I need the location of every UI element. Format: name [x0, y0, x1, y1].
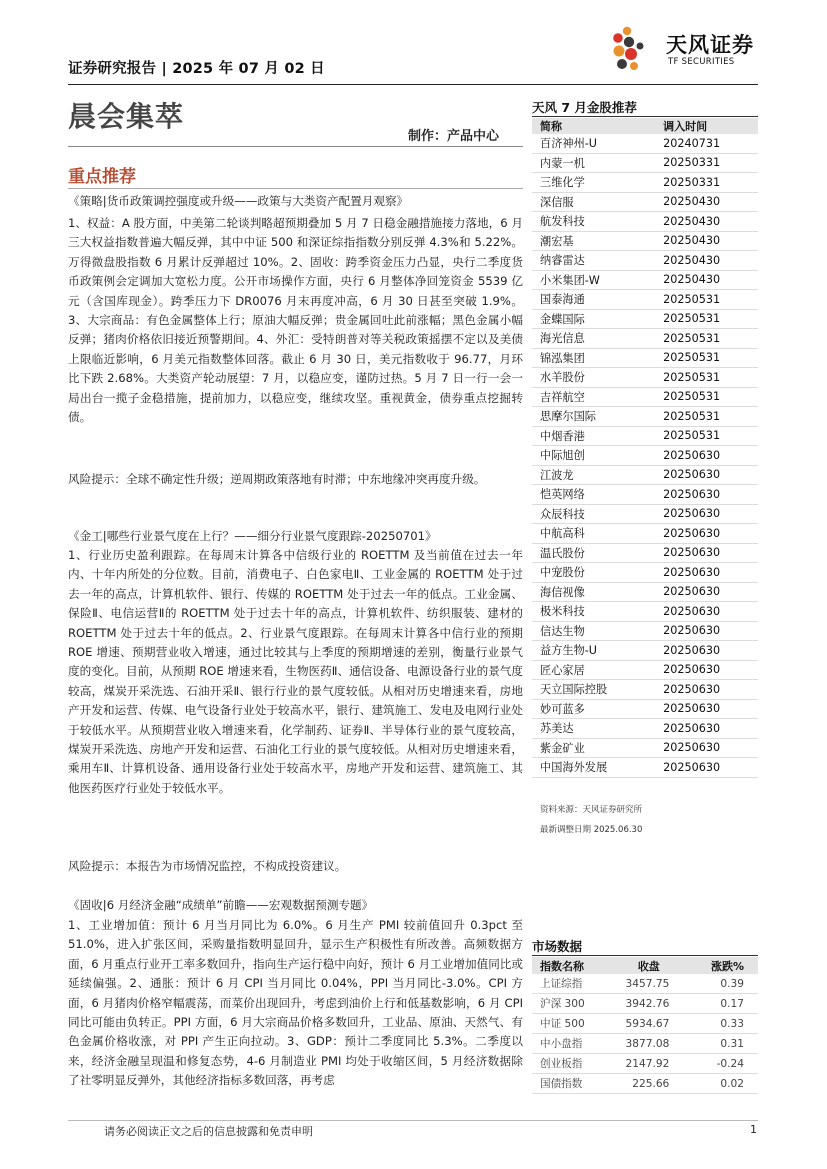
market-row [532, 1054, 758, 1074]
gold-pick-date: 20250430 [645, 270, 758, 290]
market-close-value: 3877.08 [602, 1034, 695, 1054]
gold-pick-row [532, 699, 758, 719]
section-title: 重点推荐 [68, 167, 136, 187]
gold-pick-name: 众辰科技 [532, 504, 645, 524]
gold-pick-date: 20250430 [645, 212, 758, 232]
gold-pick-name: 纳睿雷达 [532, 251, 645, 271]
logo-mark-icon [613, 27, 643, 70]
gold-pick-name: 水羊股份 [532, 368, 645, 388]
gold-pick-date: 20250430 [645, 192, 758, 212]
gold-pick-name: 海光信息 [532, 329, 645, 349]
gold-pick-date: 20250630 [645, 465, 758, 485]
gold-pick-row [532, 387, 758, 407]
gold-pick-date: 20250531 [645, 407, 758, 427]
gold-pick-name: 中宠股份 [532, 563, 645, 583]
gold-pick-name: 中际旭创 [532, 446, 645, 466]
gold-picks-table [532, 118, 758, 778]
article-2-heading: 《金工|哪些行业景气度在上行？——细分行业景气度跟踪-20250701》 [68, 529, 437, 543]
gold-pick-date: 20250630 [645, 524, 758, 544]
gold-pick-date: 20250630 [645, 758, 758, 778]
gold-pick-name: 紫金矿业 [532, 738, 645, 758]
market-index-name: 沪深 300 [532, 994, 602, 1014]
market-change-value: 0.39 [695, 974, 758, 994]
gold-pick-name: 苏美达 [532, 719, 645, 739]
market-row [532, 1014, 758, 1034]
gold-pick-row [532, 758, 758, 778]
gold-pick-date: 20250531 [645, 426, 758, 446]
gold-pick-date: 20250630 [645, 738, 758, 758]
market-data-body [532, 974, 758, 1094]
gold-pick-name: 天立国际控股 [532, 680, 645, 700]
gold-pick-date: 20250430 [645, 231, 758, 251]
header-divider [68, 84, 758, 85]
gold-pick-row [532, 582, 758, 602]
gold-pick-date: 20250630 [645, 660, 758, 680]
gold-pick-name: 金蝶国际 [532, 309, 645, 329]
footer-disclaimer: 请务必阅读正文之后的信息披露和免责申明 [104, 1125, 313, 1138]
gold-pick-row [532, 426, 758, 446]
gold-pick-row [532, 231, 758, 251]
gold-pick-date: 20250331 [645, 173, 758, 193]
market-change-value: 0.17 [695, 994, 758, 1014]
gold-pick-name: 海信视像 [532, 582, 645, 602]
gold-pick-name: 恺英网络 [532, 485, 645, 505]
gold-pick-name: 内蒙一机 [532, 153, 645, 173]
gold-pick-date: 20250630 [645, 582, 758, 602]
gold-pick-row [532, 329, 758, 349]
gold-picks-header-row [532, 118, 758, 134]
col-change-header: 涨跌% [695, 957, 758, 974]
gold-pick-row [532, 524, 758, 544]
gold-pick-name: 潮宏基 [532, 231, 645, 251]
gold-pick-name: 思摩尔国际 [532, 407, 645, 427]
gold-pick-row [532, 719, 758, 739]
gold-pick-date: 20250630 [645, 485, 758, 505]
col-name-header: 简称 [532, 118, 645, 134]
market-close-value: 2147.92 [602, 1054, 695, 1074]
gold-pick-name: 中国海外发展 [532, 758, 645, 778]
market-close-value: 3457.75 [602, 974, 695, 994]
article-1-risk: 风险提示：全球不确定性升级；逆周期政策落地有时滞；中东地缘冲突再度升级。 [68, 472, 486, 486]
gold-pick-row [532, 348, 758, 368]
producer-label: 制作：产品中心 [408, 129, 500, 144]
gold-pick-name: 深信服 [532, 192, 645, 212]
market-close-value: 3942.76 [602, 994, 695, 1014]
gold-pick-row [532, 173, 758, 193]
gold-pick-date: 20250531 [645, 387, 758, 407]
gold-pick-name: 小米集团-W [532, 270, 645, 290]
gold-pick-name: 吉祥航空 [532, 387, 645, 407]
gold-pick-row [532, 543, 758, 563]
gold-pick-name: 江波龙 [532, 465, 645, 485]
gold-pick-row [532, 485, 758, 505]
gold-pick-date: 20250630 [645, 621, 758, 641]
logo-wordmark-en: TF SECURITIES [668, 57, 735, 67]
gold-pick-name: 匠心家居 [532, 660, 645, 680]
gold-pick-date: 20250630 [645, 699, 758, 719]
article-3-heading: 《固收|6 月经济金融“成绩单”前瞻——宏观数据预测专题》 [68, 898, 374, 912]
market-index-name: 中小盘指 [532, 1034, 602, 1054]
gold-pick-row [532, 290, 758, 310]
market-change-value: 0.02 [695, 1074, 758, 1094]
market-header-row [532, 957, 758, 974]
gold-pick-row [532, 134, 758, 153]
gold-pick-date: 20250531 [645, 368, 758, 388]
market-index-name: 中证 500 [532, 1014, 602, 1034]
gold-pick-date: 20250630 [645, 680, 758, 700]
market-change-value: -0.24 [695, 1054, 758, 1074]
gold-pick-date: 20250531 [645, 348, 758, 368]
gold-pick-row [532, 602, 758, 622]
gold-pick-name: 妙可蓝多 [532, 699, 645, 719]
col-index-header: 指数名称 [532, 957, 602, 974]
market-index-name: 上证综指 [532, 974, 602, 994]
gold-pick-date: 20250630 [645, 641, 758, 661]
market-close-value: 5934.67 [602, 1014, 695, 1034]
gold-pick-row [532, 660, 758, 680]
logo-wordmark-cn: 天风证券 [666, 33, 754, 57]
report-header: 证券研究报告 | 2025 年 07 月 02 日 [68, 61, 325, 77]
gold-picks-source: 资料来源：天风证券研究所 [540, 805, 643, 815]
gold-pick-name: 三维化学 [532, 173, 645, 193]
gold-pick-date: 20250630 [645, 543, 758, 563]
title-divider [68, 146, 523, 147]
market-close-value: 225.66 [602, 1074, 695, 1094]
article-2-body: 1、行业历史盈利跟踪。在每周末计算各中信级行业的 ROETTM 及当前值在过去一年内、十年内所处的分位数。目前，消费电子、白色家电Ⅱ、工业金属的 ROETTM 处于过去一年的高点，计算机软件、银行、传媒的 ROETTM 处于过去一年的低点。工业金属、保险Ⅱ、电信运营Ⅱ的 ROETTM 处于过去十年的高点，计算机软件、纺织服装、建材的 ROETTM 处于过去十年的低点。2、行业景气度跟踪。在每周末计算各中信行业的预期 ROE 增速、预期营业收入增速，通过比较其与上季度的预期增速的差别，衡量行业景气度的变化。目前，从预期 ROE 增速来看，生物医药Ⅱ、通信设备、电源设备行业的景气度较高，煤炭开采洗选、石油开采Ⅱ、银行行业的景气度较低。从相对历史增速来看，房地产开发和运营、传媒、电气设备行业处于较高水平，银行、建筑施工、发电及电网行业处于较低水平。从预期营业收入增速来看，化学制药、证券Ⅱ、半导体行业的景气度较高，煤炭开采洗选、房地产开发和运营、石油化工行业的景气度较低。从相对历史增速来看，乘用车Ⅱ、计算机设备、通用设备行业处于较高水平，房地产开发和运营、建筑施工、其他医药医疗行业处于较低水平。 [68, 548, 523, 795]
market-row [532, 1074, 758, 1094]
gold-pick-date: 20250531 [645, 329, 758, 349]
gold-picks-updated: 最新调整日期 2025.06.30 [540, 825, 643, 835]
market-change-value: 0.33 [695, 1014, 758, 1034]
gold-pick-row [532, 368, 758, 388]
gold-pick-row [532, 192, 758, 212]
col-close-header: 收盘 [602, 957, 695, 974]
market-data-rule [532, 955, 758, 956]
gold-pick-date: 20250630 [645, 563, 758, 583]
col-date-header: 调入时间 [645, 118, 758, 134]
market-change-value: 0.31 [695, 1034, 758, 1054]
market-data-table [532, 957, 758, 1094]
gold-picks-rule [532, 116, 758, 117]
gold-pick-name: 锦泓集团 [532, 348, 645, 368]
gold-pick-name: 国泰海通 [532, 290, 645, 310]
market-index-name: 国债指数 [532, 1074, 602, 1094]
gold-pick-name: 航发科技 [532, 212, 645, 232]
gold-pick-name: 极米科技 [532, 602, 645, 622]
gold-pick-row [532, 465, 758, 485]
market-data-title: 市场数据 [532, 939, 583, 954]
article-2-risk: 风险提示：本报告为市场情况监控，不构成投资建议。 [68, 859, 347, 873]
gold-pick-row [532, 212, 758, 232]
market-index-name: 创业板指 [532, 1054, 602, 1074]
market-row [532, 974, 758, 994]
footer-divider [68, 1120, 758, 1121]
gold-pick-date: 20250630 [645, 504, 758, 524]
article-3-body: 1、工业增加值：预计 6 月当月同比为 6.0%。6 月生产 PMI 较前值回升 0.3pct 至 51.0%，进入扩张区间，采购量指数明显回升，显示生产积极性有所改善。高频数据方面，6 月重点行业开工率多数回升，指向生产运行稳中向好，预计 6 月工业增加值同比或延续偏强。2、通胀：预计 6 月 CPI 当月同比 0.04%，PPI 当月同比-3.0%。CPI 方面，6 月猪肉价格窄幅震荡，而菜价出现回升，考虑到油价上行和低基数影响，6 月 CPI 同比可能由负转正。PPI 方面，6 月大宗商品价格多数回升，工业品、原油、天然气、有色金属价格收涨，对 PPI 产生正向拉动。3、GDP：预计二季度同比 5.3%。二季度以来，经济金融呈现温和修复态势，4-6 月制造业 PMI 均处于收缩区间，5 月经济数据除了社零明显反弹外，其他经济指标多数回落，再考虑 [68, 918, 523, 1088]
gold-pick-date: 20250331 [645, 153, 758, 173]
gold-pick-row [532, 504, 758, 524]
gold-pick-date: 20250531 [645, 290, 758, 310]
market-row [532, 994, 758, 1014]
gold-pick-name: 百济神州-U [532, 134, 645, 153]
gold-pick-row [532, 621, 758, 641]
gold-pick-name: 中烟香港 [532, 426, 645, 446]
gold-pick-row [532, 270, 758, 290]
market-row [532, 1034, 758, 1054]
gold-pick-row [532, 680, 758, 700]
gold-picks-title: 天风 7 月金股推荐 [532, 100, 637, 115]
gold-pick-date: 20250630 [645, 446, 758, 466]
section-divider [68, 188, 523, 189]
gold-pick-row [532, 309, 758, 329]
article-1-heading: 《策略|货币政策调控强度或升级——政策与大类资产配置月观察》 [68, 194, 409, 208]
gold-pick-row [532, 153, 758, 173]
gold-pick-row [532, 563, 758, 583]
gold-pick-row [532, 738, 758, 758]
gold-pick-date: 20250430 [645, 251, 758, 271]
article-1-body: 1、权益：A 股方面，中美第二轮谈判略超预期叠加 5 月 7 日稳金融措施接力落地，6 月三大权益指数普遍大幅反弹，其中中证 500 和深证综指指数分别反弹 4.3%和 5.22%。万得微盘股指数 6 月累计反弹超过 10%。2、固收：跨季资金压力凸显，央行二季度货币政策例会定调加大宽松力度。公开市场操作方面，央行 6 月整体净回笼资金 5539 亿元（含国库现金）。跨季压力下 DR0076 月末再度冲高，6 月 30 日甚至突破 1.9%。3、大宗商品：有色金属整体上行；原油大幅反弹；贵金属回吐此前涨幅；黑色金属小幅反弹；猪肉价格依旧接近预警期间。4、外汇：受特朗普对等关税政策摇摆不定以及美债上限临近影响，6 月美元指数整体回落。截止 6 月 30 日，美元指数收于 96.77，月环比下跌 2.68%。大类资产轮动展望：7 月，以稳应变，谨防过热。5 月 7 日一行一会一局出台一揽子金稳措施，提前加力，以稳应变，继续攻坚。重视黄金，债券重点挖掘转债。 [68, 216, 523, 425]
gold-pick-name: 温氏股份 [532, 543, 645, 563]
gold-pick-date: 20250531 [645, 309, 758, 329]
gold-pick-row [532, 641, 758, 661]
gold-pick-name: 益方生物-U [532, 641, 645, 661]
gold-pick-date: 20250630 [645, 719, 758, 739]
document-title: 晨会集萃 [68, 100, 185, 133]
gold-pick-row [532, 407, 758, 427]
gold-pick-name: 信达生物 [532, 621, 645, 641]
page-number: 1 [750, 1123, 757, 1136]
gold-pick-row [532, 251, 758, 271]
gold-pick-date: 20240731 [645, 134, 758, 153]
gold-pick-date: 20250630 [645, 602, 758, 622]
gold-picks-body [532, 134, 758, 777]
gold-pick-name: 中航高科 [532, 524, 645, 544]
gold-pick-row [532, 446, 758, 466]
